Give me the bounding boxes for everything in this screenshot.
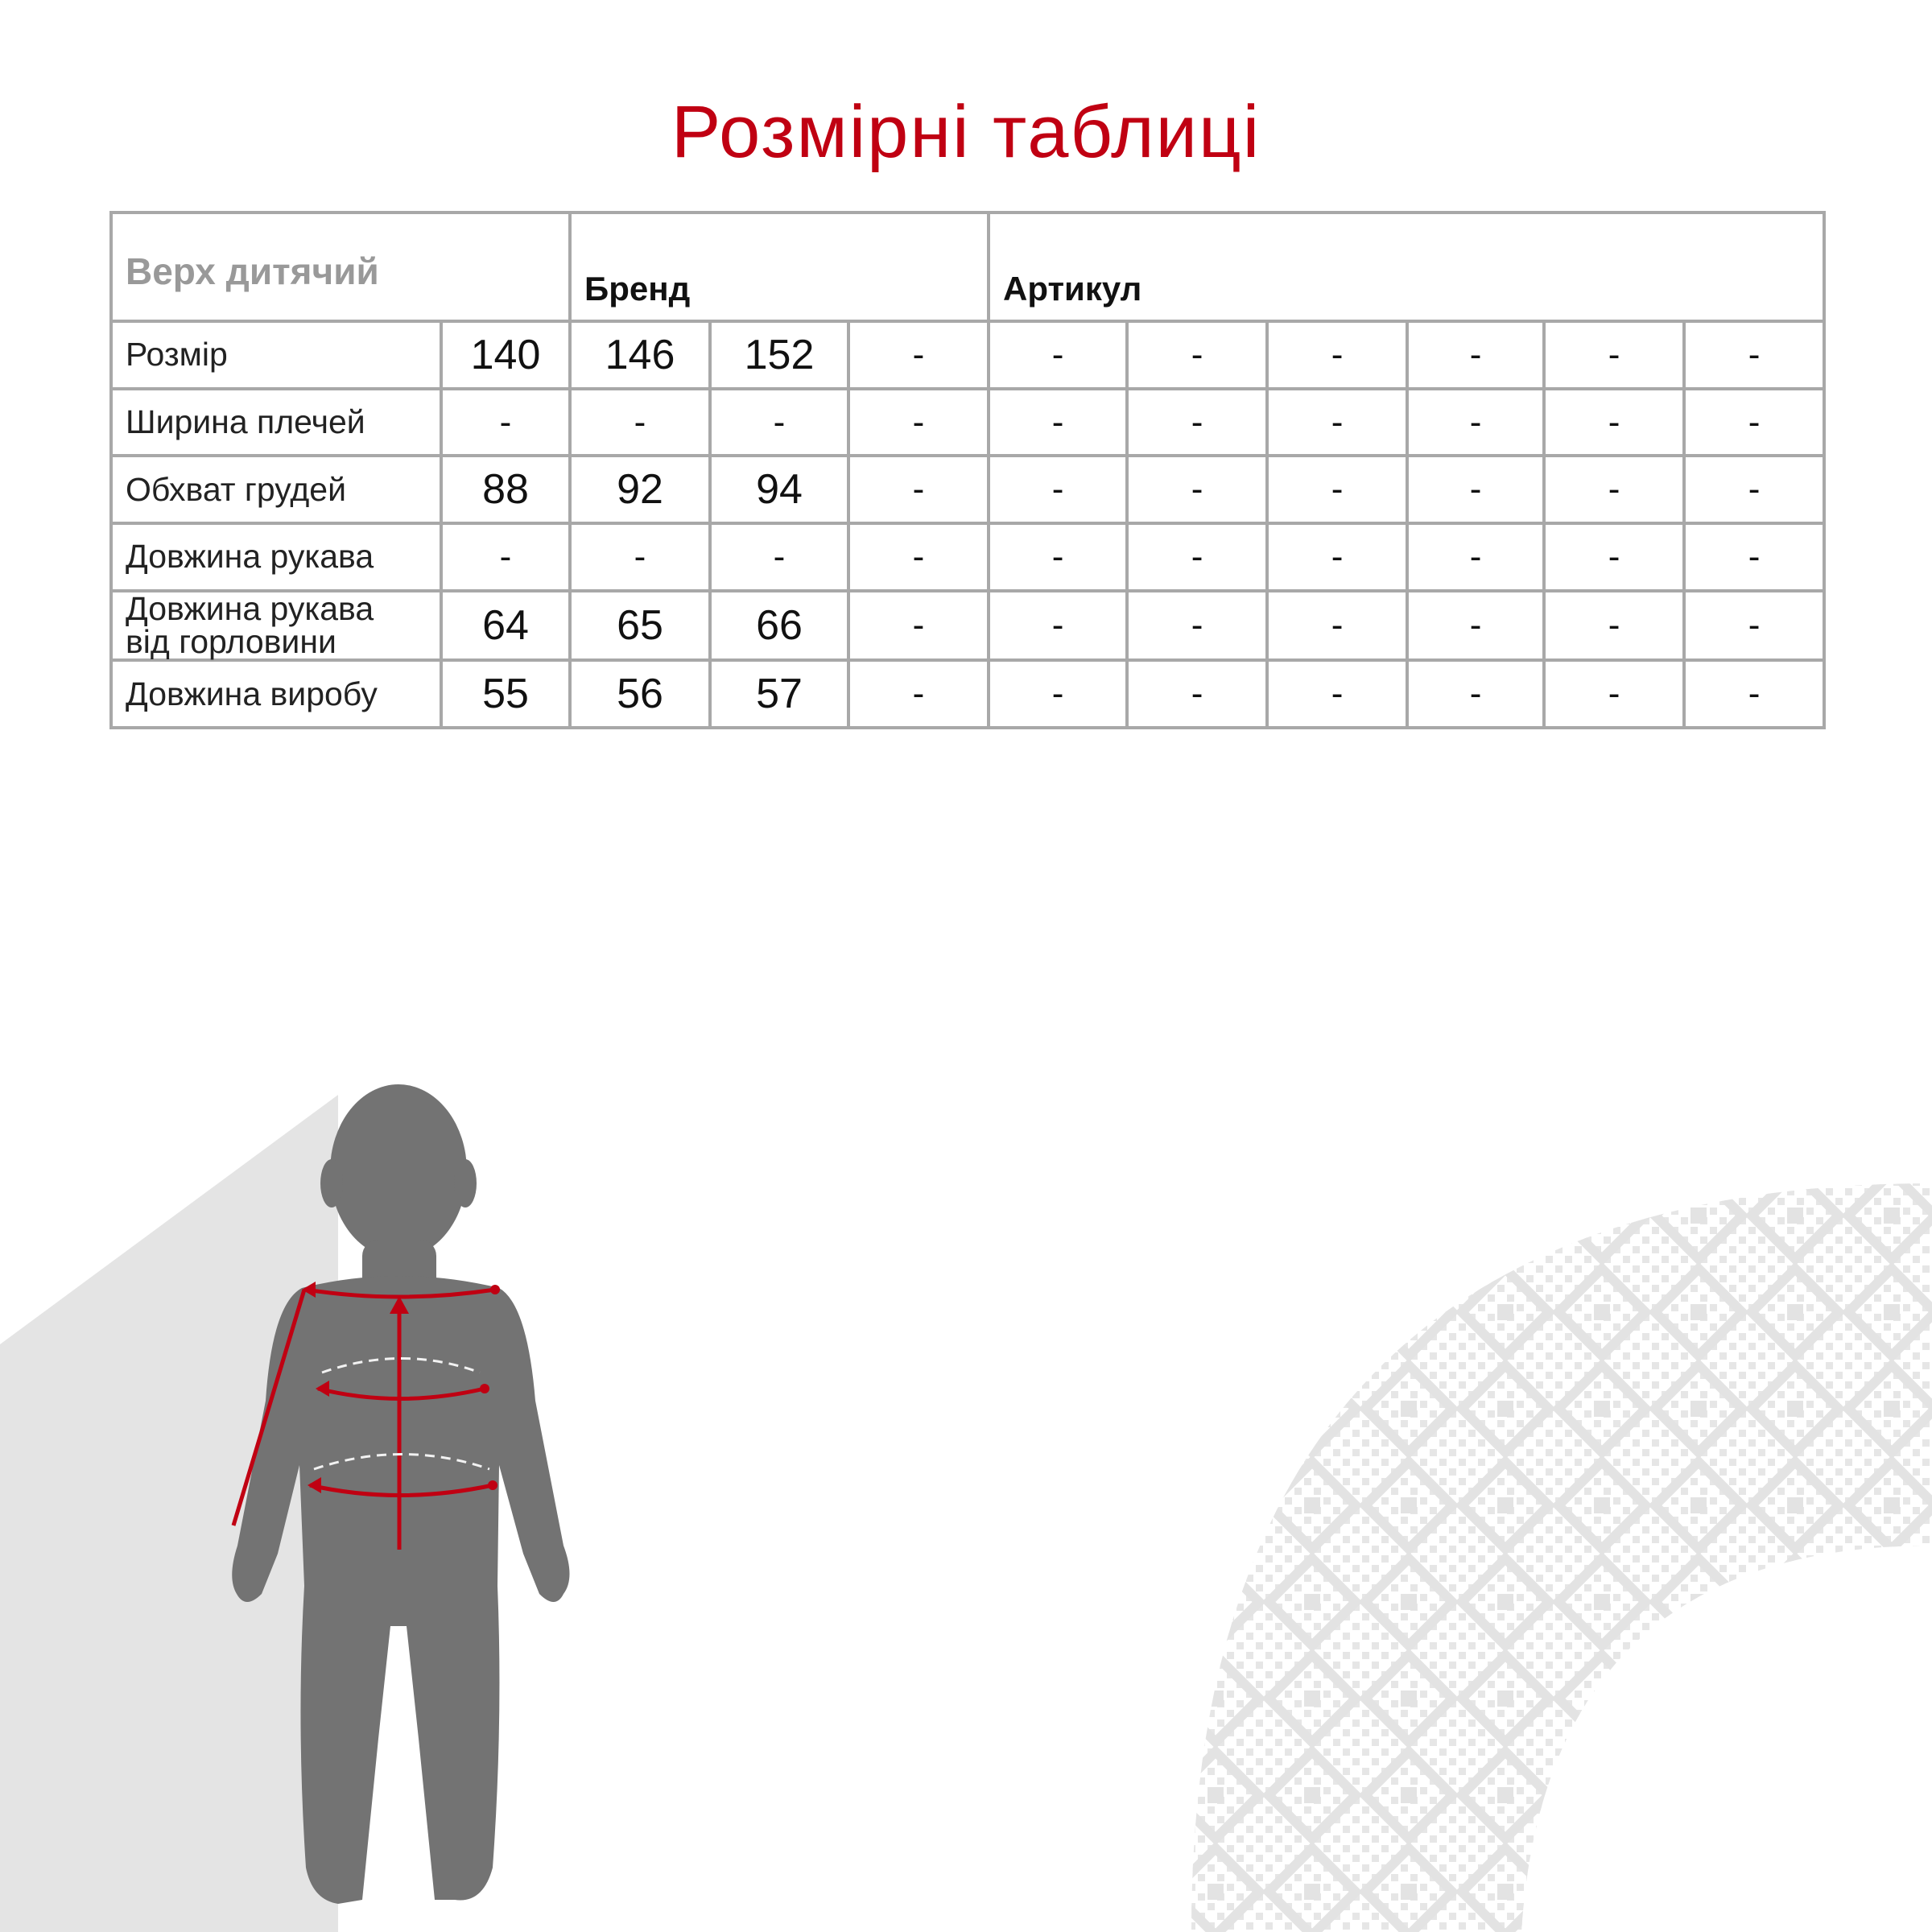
table-cell: - <box>1544 591 1684 661</box>
table-cell: 56 <box>570 660 710 728</box>
table-cell: - <box>848 523 989 591</box>
table-cell: - <box>1544 456 1684 523</box>
row-label-line: Довжина рукава <box>126 589 374 627</box>
row-label: Ширина плечей <box>111 389 441 456</box>
table-cell: 65 <box>570 591 710 661</box>
table-cell: 66 <box>710 591 848 661</box>
table-cell: 92 <box>570 456 710 523</box>
table-row <box>111 660 1824 728</box>
article-label: Артикул <box>989 213 1824 321</box>
table-cell: - <box>848 591 989 661</box>
row-label: Обхват грудей <box>111 456 441 523</box>
table-cell: - <box>441 389 570 456</box>
table-cell: - <box>1127 456 1267 523</box>
table-cell: - <box>1684 456 1824 523</box>
table-cell: 55 <box>441 660 570 728</box>
table-row <box>111 523 1824 591</box>
table-cell: - <box>1407 389 1544 456</box>
table-cell: - <box>848 321 989 389</box>
table-cell: - <box>1267 523 1407 591</box>
table-cell: - <box>1267 456 1407 523</box>
row-label <box>111 591 441 661</box>
table-cell: - <box>1544 523 1684 591</box>
table-cell: 64 <box>441 591 570 661</box>
size-table <box>109 211 1826 729</box>
table-cell: - <box>1684 389 1824 456</box>
table-cell: - <box>1544 321 1684 389</box>
table-cell: - <box>848 389 989 456</box>
table-row <box>111 591 1824 661</box>
table-cell: - <box>1407 523 1544 591</box>
table-cell: - <box>1127 523 1267 591</box>
table-cell: - <box>1407 660 1544 728</box>
table-cell: - <box>989 523 1127 591</box>
table-cell: - <box>989 591 1127 661</box>
table-cell: - <box>1684 321 1824 389</box>
table-cell: 57 <box>710 660 848 728</box>
table-cell: 140 <box>441 321 570 389</box>
table-cell: 146 <box>570 321 710 389</box>
category-label: Верх дитячий <box>111 213 570 321</box>
table-cell: - <box>848 660 989 728</box>
row-label: Довжина рукава <box>111 523 441 591</box>
table-cell: - <box>570 523 710 591</box>
brand-label: Бренд <box>570 213 989 321</box>
table-row <box>111 321 1824 389</box>
page-title: Розмірні таблиці <box>671 91 1261 173</box>
table-cell: - <box>989 321 1127 389</box>
table-cell: - <box>570 389 710 456</box>
table-cell: - <box>710 389 848 456</box>
table-cell: - <box>1267 389 1407 456</box>
table-cell: - <box>989 456 1127 523</box>
table-row <box>111 456 1824 523</box>
table-cell: - <box>710 523 848 591</box>
table-cell: 94 <box>710 456 848 523</box>
table-cell: - <box>1544 389 1684 456</box>
table-cell: - <box>1127 591 1267 661</box>
table-cell: - <box>1267 660 1407 728</box>
table-cell: - <box>1127 660 1267 728</box>
table-cell: - <box>1684 660 1824 728</box>
table-cell: - <box>1127 321 1267 389</box>
table-cell: - <box>1407 321 1544 389</box>
table-cell: 88 <box>441 456 570 523</box>
table-cell: - <box>1684 523 1824 591</box>
table-cell: - <box>1267 591 1407 661</box>
embroidery-ornament-icon <box>1167 1167 1932 1932</box>
table-cell: - <box>1127 389 1267 456</box>
table-cell: - <box>1684 591 1824 661</box>
table-cell: - <box>989 389 1127 456</box>
row-label: Довжина виробу <box>111 660 441 728</box>
row-label-line: від горловини <box>126 622 336 660</box>
table-cell: - <box>1407 591 1544 661</box>
table-cell: - <box>1407 456 1544 523</box>
table-header-row <box>111 213 1824 321</box>
table-cell: - <box>989 660 1127 728</box>
table-cell: - <box>441 523 570 591</box>
child-silhouette-icon <box>0 1063 612 1932</box>
table-cell: 152 <box>710 321 848 389</box>
table-cell: - <box>1544 660 1684 728</box>
table-cell: - <box>848 456 989 523</box>
table-row <box>111 389 1824 456</box>
table-cell: - <box>1267 321 1407 389</box>
row-label: Розмір <box>111 321 441 389</box>
